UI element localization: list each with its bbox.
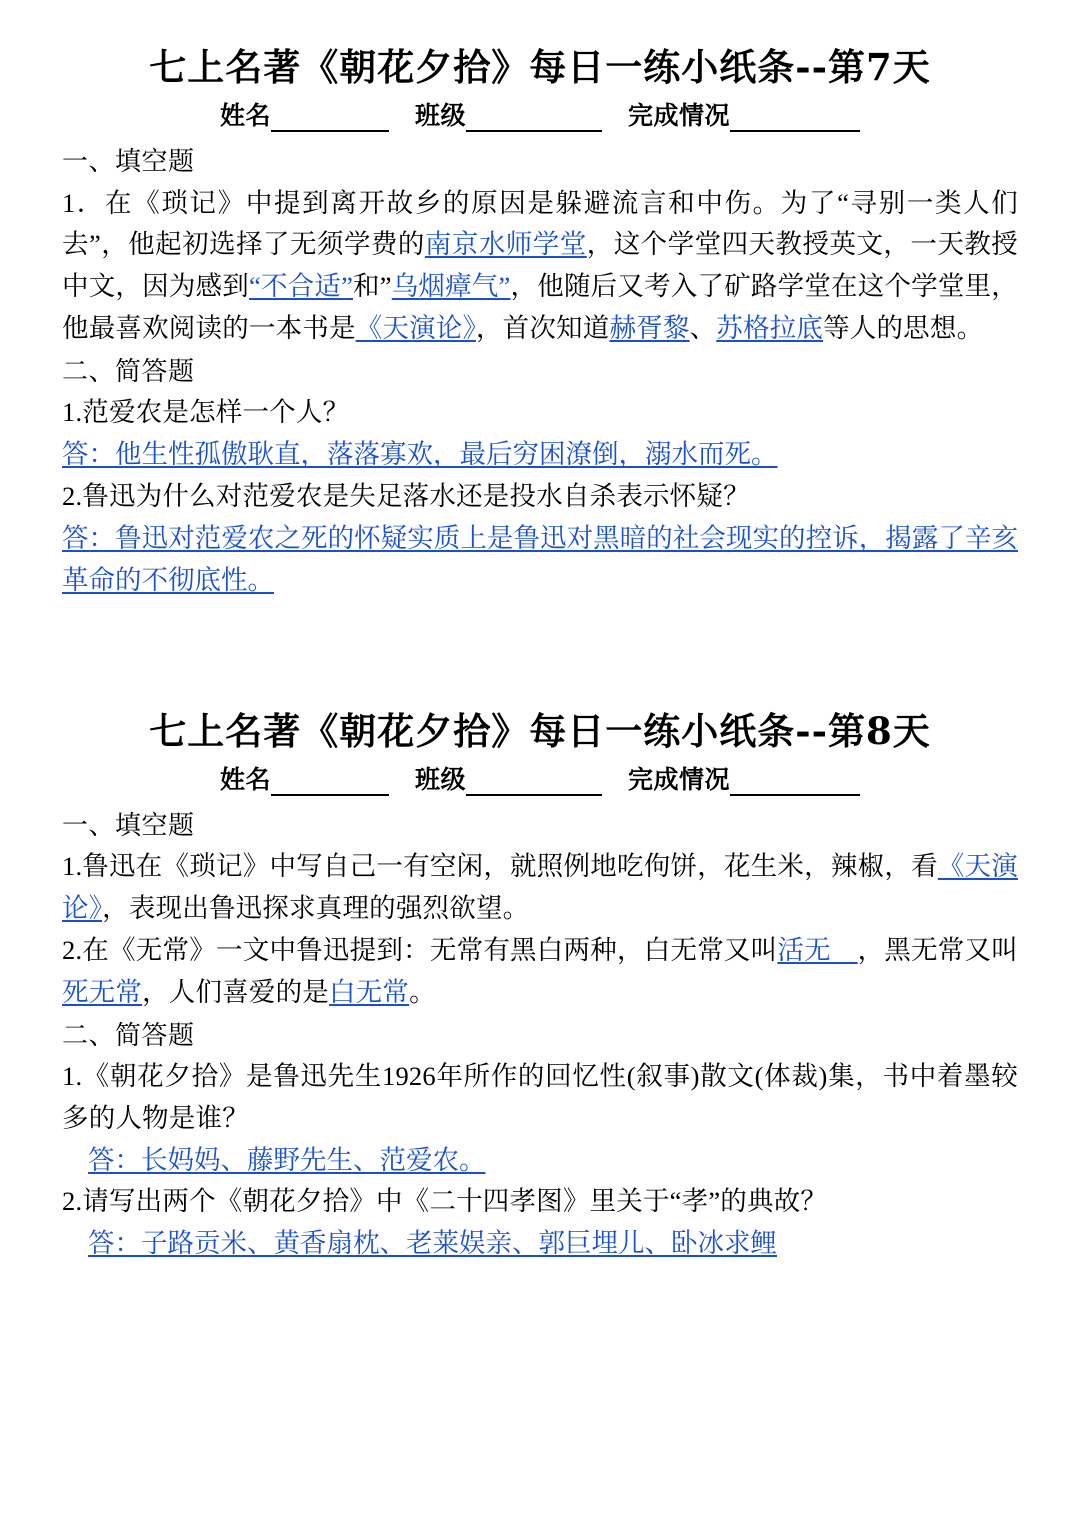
q2-answer-2-day8: 死无常: [62, 976, 143, 1007]
q1-answer-3: 乌烟瘴气”: [391, 271, 511, 302]
status-blank[interactable]: [730, 104, 860, 132]
q1-text-mid5: 、: [689, 313, 717, 344]
question-1-day7: [62, 183, 1018, 350]
page-title-day7: 七上名著《朝花夕拾》每日一练小纸条--第7天: [149, 45, 931, 89]
q1-text-pre: 1．在《琐记》中提到离开故乡的原因是躲避流言和中伤。为了“寻别一类人们去”，他起初选择了无须学费的: [62, 187, 1018, 260]
class-blank[interactable]: [466, 768, 602, 796]
name-field-day7[interactable]: [220, 96, 389, 132]
answer-3-day7: [62, 518, 1018, 602]
name-label: 姓名: [219, 103, 271, 131]
q1-text-post-day8: ，表现出鲁迅探求真理的强烈欲望。: [102, 892, 530, 923]
q2-text-mid2-day8: ，人们喜爱的是: [142, 976, 330, 1007]
q1-answer-6: 苏格拉底: [716, 313, 824, 344]
name-label: 姓名: [219, 766, 271, 794]
class-field-day8[interactable]: [415, 760, 602, 796]
q2-answer-3-day8: 白无常: [329, 976, 410, 1007]
part-heading-fill-day8: 一、填空题: [62, 810, 195, 840]
q2-text-post-day8: 。: [409, 976, 436, 1007]
section-divider-space: [62, 612, 1018, 708]
class-blank[interactable]: [466, 104, 602, 132]
q1-text-mid2: 和”: [353, 271, 392, 302]
name-field-day8[interactable]: [220, 760, 389, 796]
q1-text-post: 等人的思想。: [823, 313, 984, 344]
q1-answer-1: 南京水师学堂: [424, 229, 587, 260]
part-heading-short-answer-day7: 二、简答题: [62, 356, 195, 386]
answer-4-day8: [62, 1223, 1018, 1265]
part-heading-fill-day7: 一、填空题: [62, 147, 195, 177]
q1-text-mid3: ，他随后又考入了矿路学堂在这个学堂里，他最喜欢阅读的一本书是: [62, 271, 1018, 344]
q1-answer-2: “不合适”: [248, 271, 354, 302]
page-title-day8: 七上名著《朝花夕拾》每日一练小纸条--第8天: [149, 708, 931, 753]
q1-answer-4: 《天演论》: [355, 313, 476, 344]
worksheet-section-day7: [62, 44, 1018, 602]
status-blank[interactable]: [730, 768, 860, 796]
meta-row-day7: [62, 96, 1018, 132]
part-heading-short-answer-day8: 二、简答题: [62, 1020, 195, 1050]
q2-text-pre-day8: 2.在《无常》一文中鲁迅提到：无常有黑白两种，白无常又叫: [62, 934, 778, 965]
answer-3-day8: [62, 1140, 1018, 1182]
class-label: 班级: [414, 766, 466, 794]
name-blank[interactable]: [271, 104, 389, 132]
q2-answer-1-day8: 活无: [777, 934, 858, 965]
answer-2-text-day7: 答：他生性孤傲耿直，落落寡欢，最后穷困潦倒，溺水而死。: [62, 439, 778, 470]
question-4-day8: 2.请写出两个《朝花夕拾》中《二十四孝图》里关于“孝”的典故？: [62, 1186, 828, 1217]
class-label: 班级: [414, 103, 466, 131]
answer-2-day7: [62, 434, 1018, 476]
name-blank[interactable]: [271, 768, 389, 796]
q1-answer-1-day8: 《天演论》: [62, 851, 1018, 923]
answer-3-text-day7: 答：鲁迅对范爱农之死的怀疑实质上是鲁迅对黑暗的社会现实的控诉，揭露了辛亥革命的不彻底性。: [62, 522, 1018, 595]
q1-text-mid1: ，这个学堂四天教授英文，一天教授中文，因为感到: [62, 229, 1019, 302]
question-2-day8: [62, 930, 1018, 1014]
q1-text-mid4: ，首次知道: [475, 313, 610, 344]
status-field-day8[interactable]: [628, 760, 860, 796]
class-field-day7[interactable]: [415, 96, 602, 132]
status-label: 完成情况: [628, 766, 731, 794]
question-2-day7: 1.范爱农是怎样一个人？: [62, 397, 350, 428]
status-label: 完成情况: [628, 103, 731, 131]
question-3-day8: 1.《朝花夕拾》是鲁迅先生1926年所作的回忆性(叙事)散文(体裁)集，书中着墨较多的人物是谁？: [62, 1060, 1018, 1133]
question-1-day8: [62, 846, 1018, 930]
question-3-day7: 2.鲁迅为什么对范爱农是失足落水还是投水自杀表示怀疑？: [62, 481, 750, 511]
answer-3-text-day8: 答：长妈妈、藤野先生、范爱农。: [88, 1144, 486, 1175]
status-field-day7[interactable]: [628, 96, 860, 132]
q1-text-pre-day8: 1.鲁迅在《琐记》中写自己一有空闲，就照例地吃佝饼，花生米，辣椒，看: [62, 851, 938, 882]
answer-4-text-day8: 答：子路贡米、黄香扇枕、老莱娱亲、郭巨埋儿、卧冰求鲤: [88, 1228, 777, 1259]
q1-answer-5: 赫胥黎: [609, 313, 690, 344]
q2-text-mid1-day8: ，黑无常又叫: [857, 934, 1018, 965]
worksheet-section-day8: [62, 708, 1018, 1266]
meta-row-day8: [62, 760, 1018, 796]
